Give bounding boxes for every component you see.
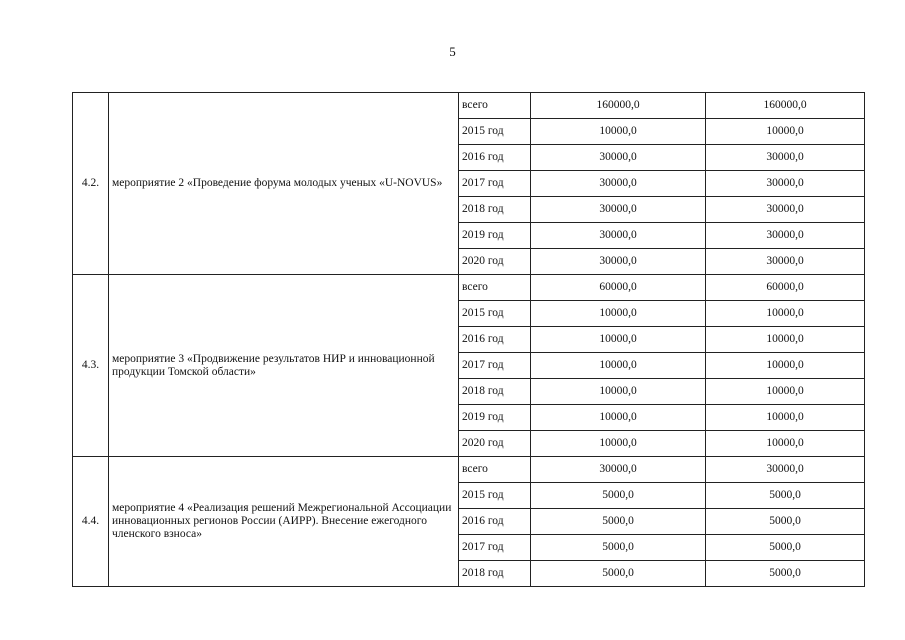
period-cell: 2020 год: [459, 431, 531, 457]
value-source-cell: 60000,0: [706, 275, 865, 301]
value-total-cell: 160000,0: [531, 93, 706, 119]
value-total-cell: 5000,0: [531, 483, 706, 509]
value-total-cell: 10000,0: [531, 379, 706, 405]
value-source-cell: 10000,0: [706, 327, 865, 353]
period-cell: 2018 год: [459, 561, 531, 587]
value-total-cell: 10000,0: [531, 431, 706, 457]
value-total-cell: 5000,0: [531, 561, 706, 587]
value-source-cell: 30000,0: [706, 145, 865, 171]
value-source-cell: 10000,0: [706, 353, 865, 379]
value-source-cell: 30000,0: [706, 457, 865, 483]
section-title: мероприятие 3 «Продвижение результатов НИР и инновационной продукции Томской области»: [109, 275, 459, 457]
value-source-cell: 10000,0: [706, 379, 865, 405]
period-cell: 2016 год: [459, 509, 531, 535]
period-cell: 2018 год: [459, 197, 531, 223]
value-total-cell: 30000,0: [531, 171, 706, 197]
period-cell: 2020 год: [459, 249, 531, 275]
section-number: 4.2.: [73, 93, 109, 275]
value-source-cell: 30000,0: [706, 223, 865, 249]
section-number: 4.3.: [73, 275, 109, 457]
table-row: [73, 275, 865, 301]
value-source-cell: 30000,0: [706, 197, 865, 223]
value-source-cell: 30000,0: [706, 249, 865, 275]
value-source-cell: 5000,0: [706, 509, 865, 535]
section-title: мероприятие 4 «Реализация решений Межрегиональной Ассоциации инновационных регионов России (АИРР). Внесение ежегодного членского взноса»: [109, 457, 459, 587]
value-total-cell: 10000,0: [531, 301, 706, 327]
value-total-cell: 30000,0: [531, 197, 706, 223]
value-total-cell: 30000,0: [531, 145, 706, 171]
period-cell: 2019 год: [459, 405, 531, 431]
budget-table-body: [73, 93, 865, 587]
period-cell: 2019 год: [459, 223, 531, 249]
table-row: [73, 93, 865, 119]
section-title: мероприятие 2 «Проведение форума молодых ученых «U-NOVUS»: [109, 93, 459, 275]
value-source-cell: 5000,0: [706, 535, 865, 561]
value-total-cell: 5000,0: [531, 509, 706, 535]
value-source-cell: 10000,0: [706, 119, 865, 145]
period-cell: 2017 год: [459, 353, 531, 379]
value-total-cell: 30000,0: [531, 249, 706, 275]
value-source-cell: 10000,0: [706, 301, 865, 327]
period-cell: всего: [459, 275, 531, 301]
value-source-cell: 30000,0: [706, 171, 865, 197]
value-total-cell: 10000,0: [531, 327, 706, 353]
page-number: 5: [449, 44, 456, 59]
budget-table: [72, 92, 865, 587]
value-source-cell: 10000,0: [706, 431, 865, 457]
period-cell: 2015 год: [459, 483, 531, 509]
period-cell: 2016 год: [459, 327, 531, 353]
value-source-cell: 160000,0: [706, 93, 865, 119]
value-source-cell: 5000,0: [706, 483, 865, 509]
period-cell: 2015 год: [459, 119, 531, 145]
period-cell: 2015 год: [459, 301, 531, 327]
period-cell: 2016 год: [459, 145, 531, 171]
value-total-cell: 30000,0: [531, 223, 706, 249]
value-total-cell: 30000,0: [531, 457, 706, 483]
value-source-cell: 10000,0: [706, 405, 865, 431]
section-number: 4.4.: [73, 457, 109, 587]
period-cell: 2017 год: [459, 171, 531, 197]
value-total-cell: 10000,0: [531, 405, 706, 431]
period-cell: 2017 год: [459, 535, 531, 561]
value-total-cell: 10000,0: [531, 353, 706, 379]
period-cell: 2018 год: [459, 379, 531, 405]
value-total-cell: 60000,0: [531, 275, 706, 301]
period-cell: всего: [459, 93, 531, 119]
period-cell: всего: [459, 457, 531, 483]
table-row: [73, 457, 865, 483]
value-total-cell: 5000,0: [531, 535, 706, 561]
value-source-cell: 5000,0: [706, 561, 865, 587]
value-total-cell: 10000,0: [531, 119, 706, 145]
